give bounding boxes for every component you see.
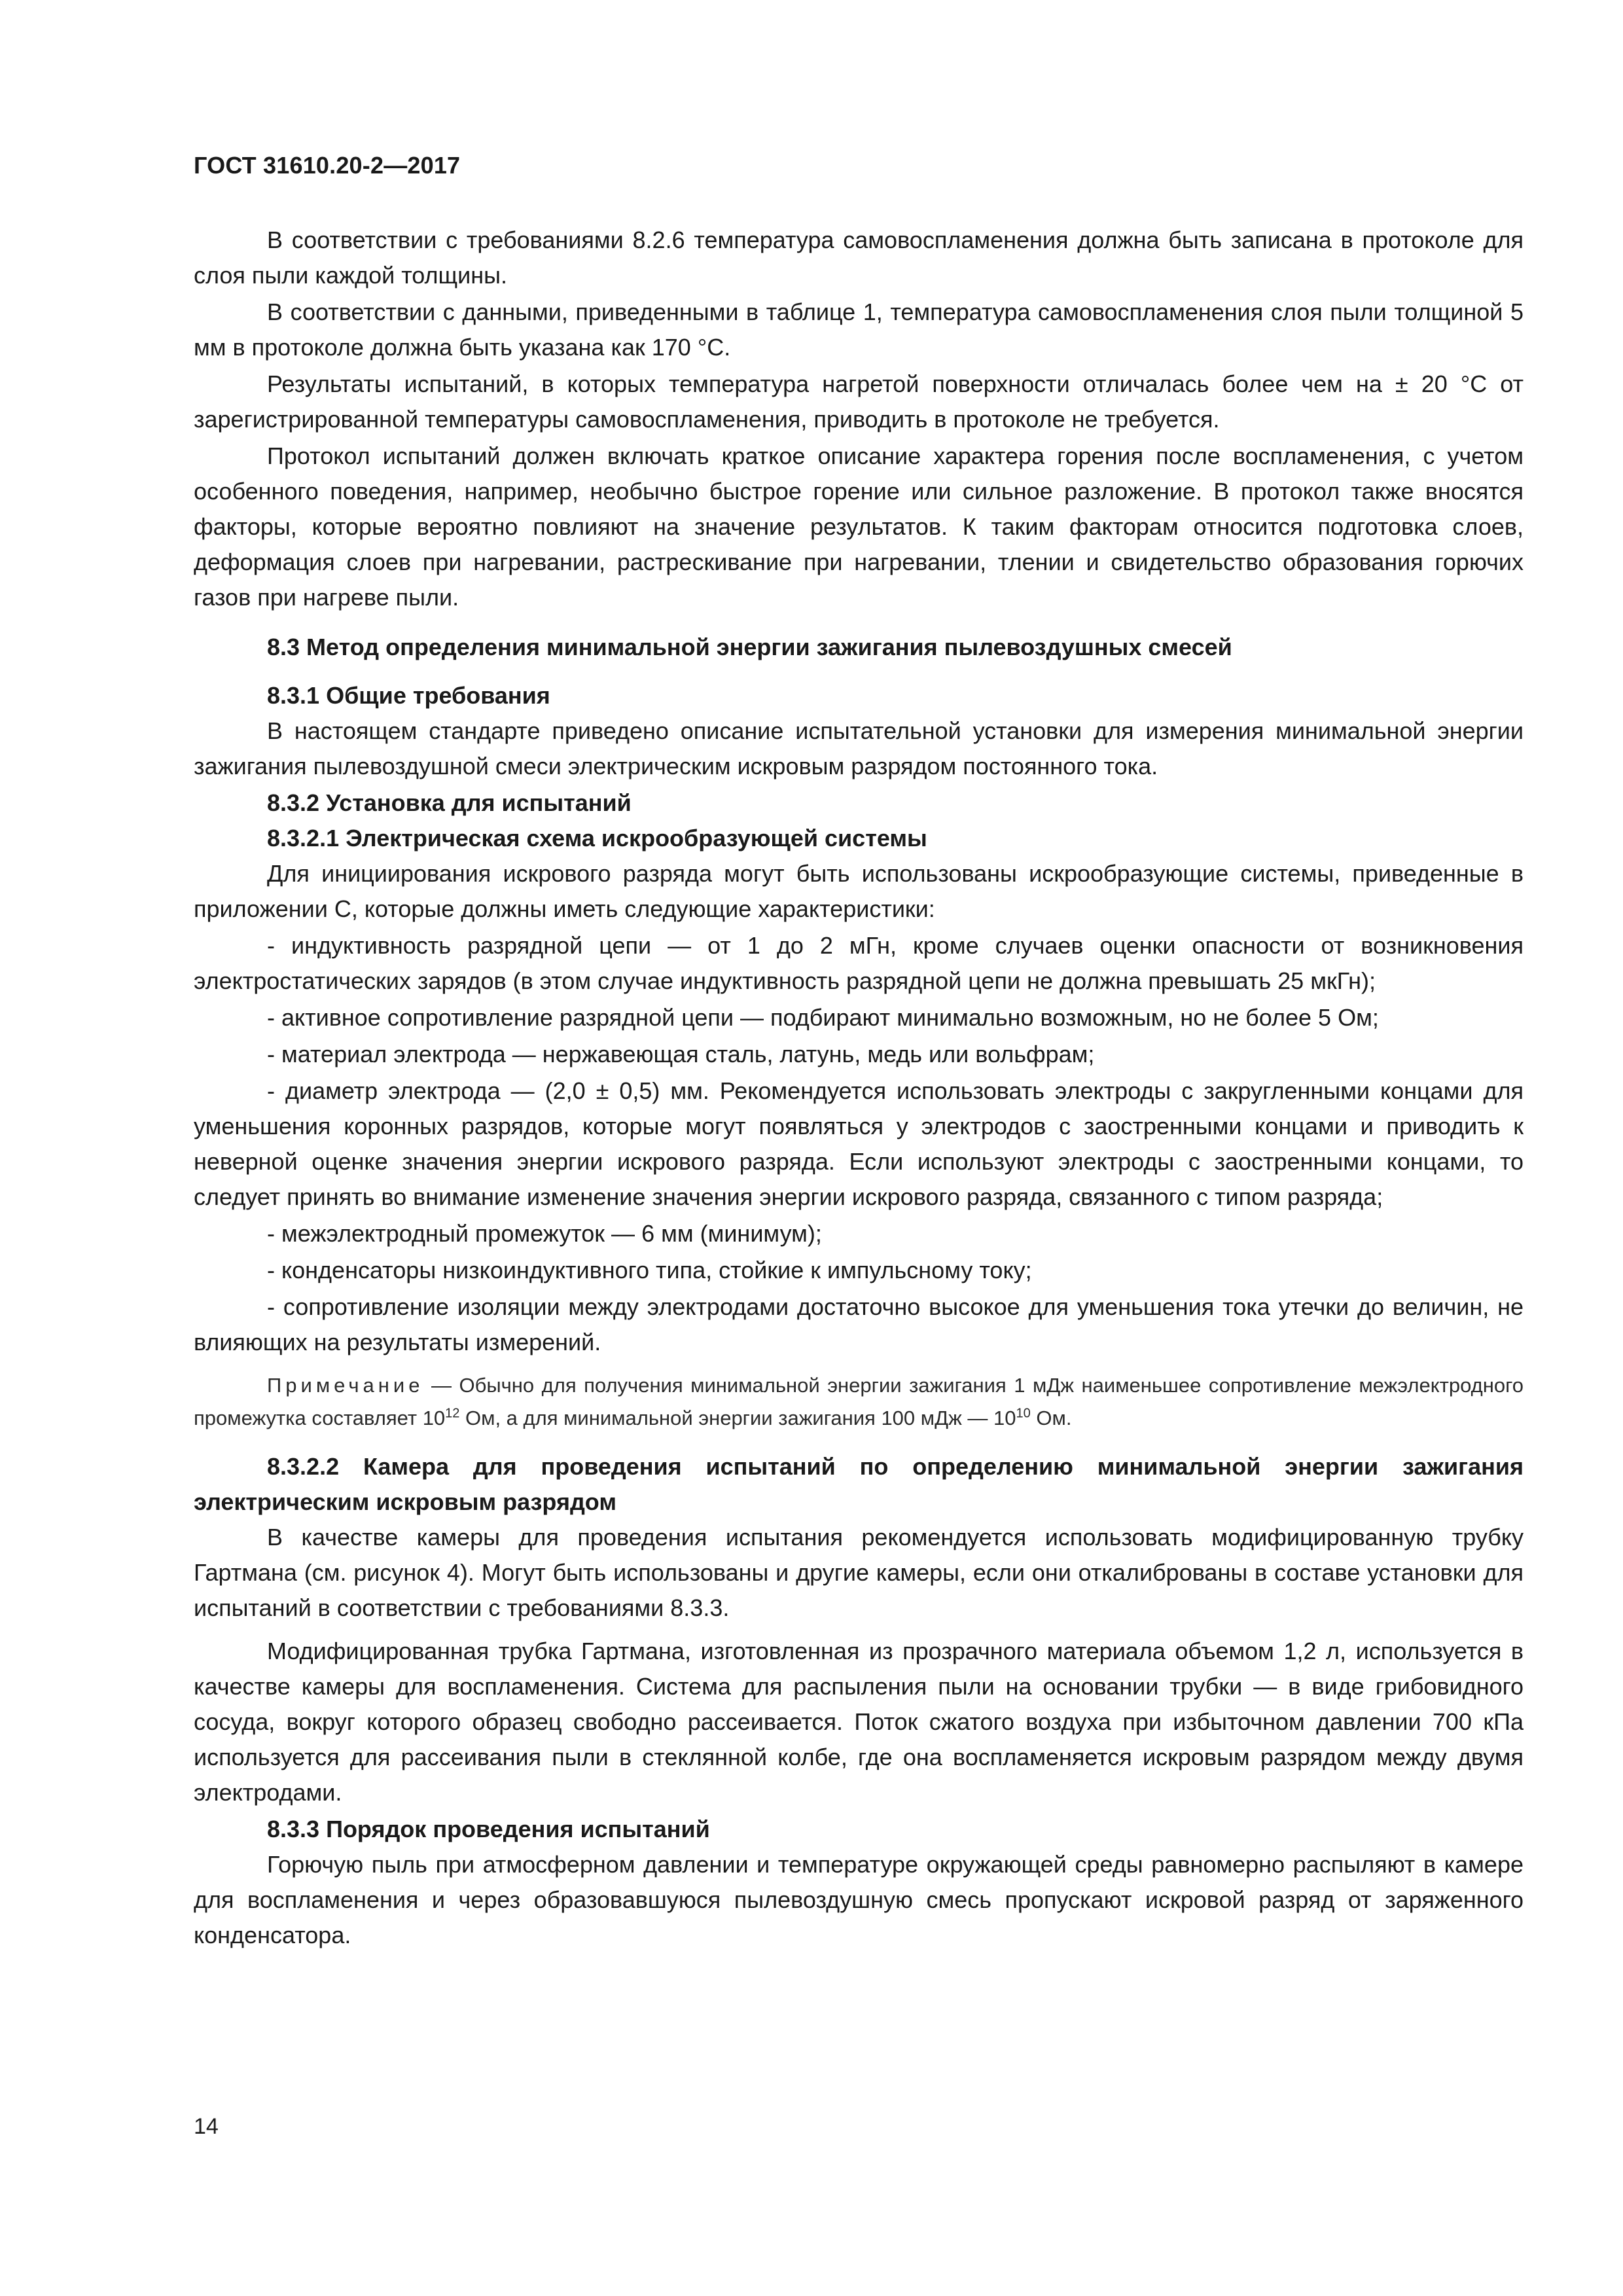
paragraph: Для инициирования искрового разряда могут быть использованы искрообразующие системы, приведенные в приложении С, которые должны иметь следующие характеристики: [194, 860, 1524, 922]
note-text-1: — Обычно для получения минимальной энергии зажигания 1 мДж наименьшее сопротивление межэлектродного промежутка составляет 10 [194, 1374, 1524, 1429]
document-body [194, 223, 1524, 1954]
paragraph: Горючую пыль при атмосферном давлении и температуре окружающей среды равномерно распыляют в камере для воспламенения и через образовавшуюся пылевоздушную смесь пропускают искровой разряд от заряженного конденсатора. [194, 1851, 1524, 1948]
paragraph: Модифицированная трубка Гартмана, изготовленная из прозрачного материала объемом 1,2 л, используется в качестве камеры для воспламенения. Система для распыления пыли на основании трубки — в виде грибовидного сосуда, вокруг которого образец свободно рассеивается. Поток сжатого воздуха при избыточном давлении 700 кПа используется для рассеивания пыли в стеклянной колбе, где она воспламеняется искровым разрядом между двумя электродами. [194, 1638, 1524, 1806]
section-heading-8-3-1: 8.3.1 Общие требования [267, 682, 550, 709]
note-exponent-2: 10 [1016, 1406, 1031, 1421]
list-item: - межэлектродный промежуток — 6 мм (минимум); [267, 1220, 822, 1247]
list-item: - индуктивность разрядной цепи — от 1 до 2 мГн, кроме случаев оценки опасности от возникновения электростатических зарядов (в этом случае индуктивность разрядной цепи не должна превышать 25 мкГн); [194, 932, 1524, 994]
list-item: - конденсаторы низкоиндуктивного типа, стойкие к импульсному току; [267, 1257, 1032, 1283]
list-item: - диаметр электрода — (2,0 ± 0,5) мм. Рекомендуется использовать электроды с закругленными концами для уменьшения коронных разрядов, которые могут появляться у электродов с заостренными концами и приводить к неверной оценке значения энергии искрового разряда. Если используют электроды с заостренными концами, то следует принять во внимание изменение значения энергии искрового разряда, связанного с типом разряда; [194, 1077, 1524, 1210]
paragraph: Результаты испытаний, в которых температура нагретой поверхности отличалась более чем на ± 20 °С от зарегистрированной температуры самовоспламенения, приводить в протоколе не требуется. [194, 370, 1524, 433]
list-item: - сопротивление изоляции между электродами достаточно высокое для уменьшения тока утечки до величин, не влияющих на результаты измерений. [194, 1293, 1524, 1355]
section-heading-8-3-2-2: 8.3.2.2 Камера для проведения испытаний по определению минимальной энергии зажигания электрическим искровым разрядом [194, 1453, 1524, 1515]
section-heading-8-3-2: 8.3.2 Установка для испытаний [267, 789, 632, 816]
document-code: ГОСТ 31610.20-2—2017 [194, 152, 461, 179]
list-item: - материал электрода — нержавеющая сталь, латунь, медь или вольфрам; [267, 1041, 1095, 1067]
list-item: - активное сопротивление разрядной цепи — подбирают минимально возможным, но не более 5 Ом; [267, 1004, 1379, 1031]
note [194, 1369, 1524, 1435]
note-text-3: Ом. [1030, 1407, 1072, 1429]
section-heading-8-3-3: 8.3.3 Порядок проведения испытаний [267, 1816, 710, 1842]
paragraph: В настоящем стандарте приведено описание испытательной установки для измерения минимальной энергии зажигания пылевоздушной смеси электрическим искровым разрядом постоянного тока. [194, 717, 1524, 780]
note-text-2: Ом, а для минимальной энергии зажигания 100 мДж — 10 [459, 1407, 1016, 1429]
paragraph: В соответствии с данными, приведенными в таблице 1, температура самовоспламенения слоя пыли толщиной 5 мм в протоколе должна быть указана как 170 °С. [194, 298, 1524, 361]
paragraph: В качестве камеры для проведения испытания рекомендуется использовать модифицированную трубку Гартмана (см. рисунок 4). Могут быть использованы и другие камеры, если они откалиброваны в составе установки для испытаний в соответствии с требованиями 8.3.3. [194, 1524, 1524, 1621]
page-number: 14 [194, 2114, 219, 2139]
note-exponent-1: 12 [445, 1406, 460, 1421]
paragraph: В соответствии с требованиями 8.2.6 температура самовоспламенения должна быть записана в протоколе для слоя пыли каждой толщины. [194, 226, 1524, 289]
paragraph: Протокол испытаний должен включать краткое описание характера горения после воспламенения, с учетом особенного поведения, например, необычно быстрое горение или сильное разложение. В протокол также вносятся факторы, которые вероятно повлияют на значение результатов. К таким факторам относится подготовка слоев, деформация слоев при нагревании, растрескивание при нагревании, тлении и свидетельство образования горючих газов при нагреве пыли. [194, 442, 1524, 611]
section-heading-8-3-2-1: 8.3.2.1 Электрическая схема искрообразующей системы [267, 825, 927, 852]
section-heading-8-3: 8.3 Метод определения минимальной энергии зажигания пылевоздушных смесей [267, 634, 1232, 660]
note-label: Примечание [267, 1374, 424, 1397]
